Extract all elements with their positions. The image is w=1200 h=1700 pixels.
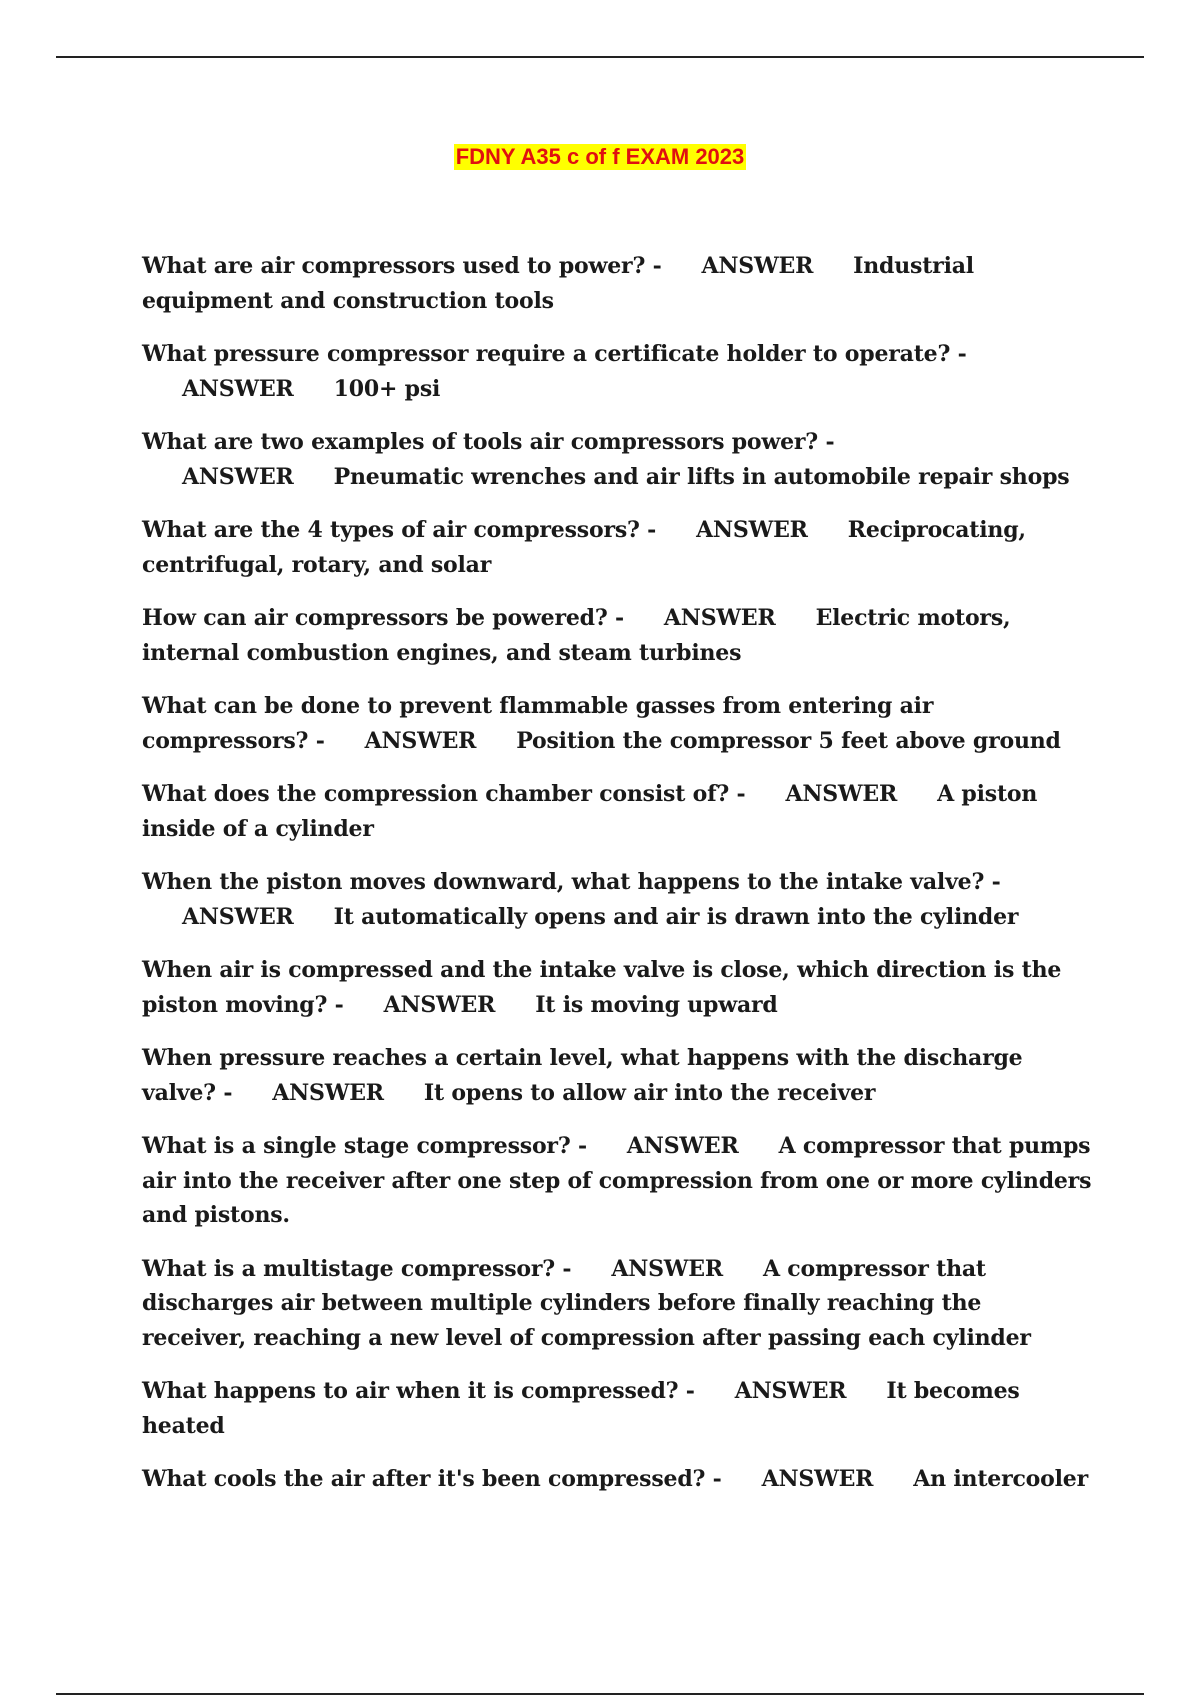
qa-item [142, 1252, 1092, 1356]
answer-text: A compressor that discharges air between multiple cylinders before finally reaching the receiver, reaching a new level of compression after passing each cylinder [142, 1255, 1031, 1351]
qa-item [142, 513, 1092, 582]
question-text: What does the compression chamber consist of? - [142, 781, 746, 807]
answer-text: Electric motors, internal combustion engines, and steam turbines [142, 605, 1011, 666]
answer-label: ANSWER [383, 991, 496, 1018]
answer-text: An intercooler [913, 1466, 1088, 1492]
document-title: FDNY A35 c of f EXAM 2023 [455, 144, 745, 169]
answer-text: 100+ psi [333, 375, 441, 402]
answer-text: Reciprocating, centrifugal, rotary, and solar [142, 517, 1026, 578]
answer-label: ANSWER [785, 781, 898, 807]
qa-item [142, 337, 1092, 406]
answer-label: ANSWER [626, 1133, 739, 1159]
question-text: When air is compressed and the intake valve is close, which direction is the piston moving? - [142, 957, 1062, 1018]
question-text: How can air compressors be powered? - [142, 605, 624, 631]
qa-item [142, 1041, 1092, 1110]
answer-text: Pneumatic wrenches and air lifts in automobile repair shops [333, 463, 1070, 490]
question-text: What is a single stage compressor? - [142, 1133, 587, 1159]
qa-item [142, 1462, 1092, 1497]
qa-item [142, 249, 1092, 318]
question-text: What are two examples of tools air compressors power? - [142, 429, 835, 455]
answer-text: A compressor that pumps air into the receiver after one step of compression from one or more cylinders and pistons. [142, 1133, 1092, 1228]
answer-label: ANSWER [696, 517, 808, 543]
answer-label: ANSWER [364, 727, 477, 754]
qa-item [142, 689, 1092, 758]
qa-item [142, 953, 1092, 1022]
top-divider [56, 56, 1144, 58]
answer-label: ANSWER [701, 253, 814, 279]
answer-label: ANSWER [761, 1466, 874, 1492]
answer-text: Position the compressor 5 feet above ground [516, 727, 1061, 754]
answer-text: It becomes heated [142, 1378, 1020, 1439]
answer-label: ANSWER [272, 1079, 384, 1106]
answer-text: A piston inside of a cylinder [142, 781, 1038, 842]
answer-label: ANSWER [182, 375, 294, 402]
answer-label: ANSWER [734, 1378, 847, 1404]
question-text: What cools the air after it's been compressed? - [142, 1466, 722, 1492]
question-text: What happens to air when it is compressed? - [142, 1378, 695, 1404]
qa-list [142, 249, 1092, 1516]
question-text: What can be done to prevent flammable gasses from entering air compressors? - [142, 693, 934, 754]
question-text: When pressure reaches a certain level, what happens with the discharge valve? - [142, 1045, 1023, 1106]
question-text: What is a multistage compressor? - [142, 1255, 572, 1282]
answer-label: ANSWER [611, 1255, 723, 1282]
answer-label: ANSWER [182, 463, 294, 490]
question-text: When the piston moves downward, what happens to the intake valve? - [142, 869, 1001, 895]
qa-item [142, 865, 1092, 934]
qa-item [142, 1374, 1092, 1443]
answer-text: Industrial equipment and construction tools [142, 253, 974, 314]
question-text: What are air compressors used to power? - [142, 253, 662, 279]
answer-text: It opens to allow air into the receiver [423, 1079, 876, 1106]
question-text: What are the 4 types of air compressors? - [142, 517, 657, 543]
qa-item [142, 1129, 1092, 1233]
question-text: What pressure compressor require a certificate holder to operate? - [142, 341, 967, 367]
answer-text: It automatically opens and air is drawn into the cylinder [333, 903, 1019, 930]
qa-item [142, 601, 1092, 670]
qa-item [142, 777, 1092, 846]
qa-item [142, 425, 1092, 494]
answer-label: ANSWER [663, 605, 776, 631]
answer-label: ANSWER [182, 903, 294, 930]
answer-text: It is moving upward [535, 991, 778, 1018]
title-block [0, 144, 1200, 170]
bottom-divider [56, 1693, 1144, 1695]
